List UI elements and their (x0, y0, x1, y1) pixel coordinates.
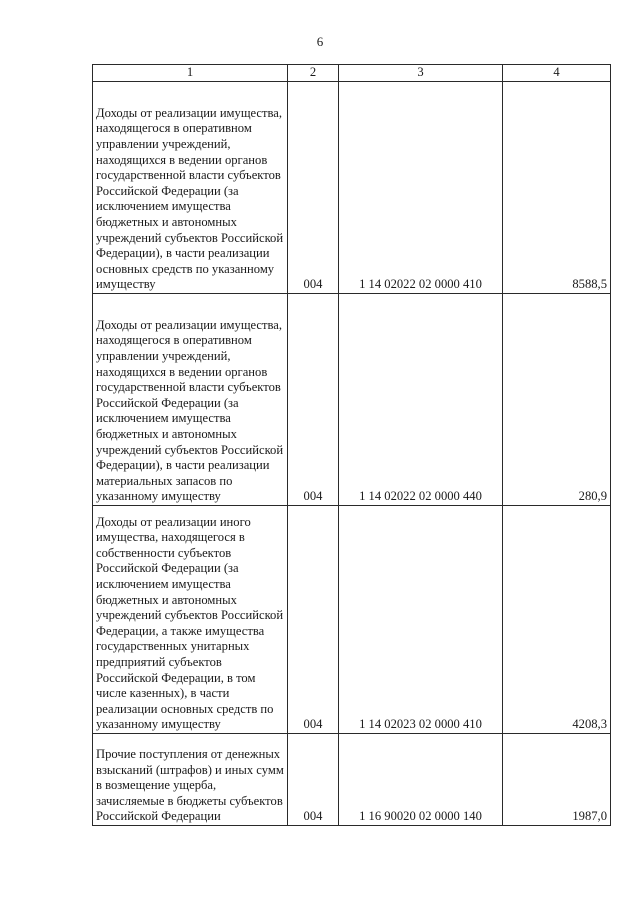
revenue-table (92, 64, 611, 826)
revenue-name-cell: Доходы от реализации иного имущества, находящегося в собственности субъектов Российской Федерации (за исключением имущества бюджетных и автономных учреждений субъектов Российской Федерации, а также имущества государственных унитарных предприятий субъектов Российской Федерации, в том числе казенных), в части реализации основных средств по указанному имуществу (93, 506, 288, 734)
column-header-2: 2 (288, 65, 339, 82)
revenue-name-cell: Доходы от реализации имущества, находящегося в оперативном управлении учреждений, находящихся в ведении органов государственной власти субъектов Российской Федерации (за исключением имущества бюджетных и автономных учреждений субъектов Российской Федерации), в части реализации основных средств по указанному имуществу (93, 82, 288, 294)
amount-cell: 8588,5 (503, 82, 611, 294)
budget-classification-code-cell: 1 14 02023 02 0000 410 (339, 506, 503, 734)
column-header-3: 3 (339, 65, 503, 82)
amount-cell: 280,9 (503, 294, 611, 506)
column-header-4: 4 (503, 65, 611, 82)
table-row (93, 294, 611, 506)
table-row (93, 734, 611, 826)
admin-code-cell: 004 (288, 734, 339, 826)
admin-code-cell: 004 (288, 506, 339, 734)
table-row (93, 82, 611, 294)
amount-cell: 4208,3 (503, 506, 611, 734)
revenue-name-cell: Доходы от реализации имущества, находящегося в оперативном управлении учреждений, находящихся в ведении органов государственной власти субъектов Российской Федерации (за исключением имущества бюджетных и автономных учреждений субъектов Российской Федерации), в части реализации материальных запасов по указанному имуществу (93, 294, 288, 506)
budget-classification-code-cell: 1 14 02022 02 0000 410 (339, 82, 503, 294)
admin-code-cell: 004 (288, 294, 339, 506)
table-header-row (93, 65, 611, 82)
amount-cell: 1987,0 (503, 734, 611, 826)
admin-code-cell: 004 (288, 82, 339, 294)
column-header-1: 1 (93, 65, 288, 82)
page-number: 6 (316, 34, 324, 49)
budget-classification-code-cell: 1 16 90020 02 0000 140 (339, 734, 503, 826)
table-row (93, 506, 611, 734)
budget-classification-code-cell: 1 14 02022 02 0000 440 (339, 294, 503, 506)
revenue-name-cell: Прочие поступления от денежных взысканий (штрафов) и иных сумм в возмещение ущерба, зачисляемые в бюджеты субъектов Российской Федерации (93, 734, 288, 826)
